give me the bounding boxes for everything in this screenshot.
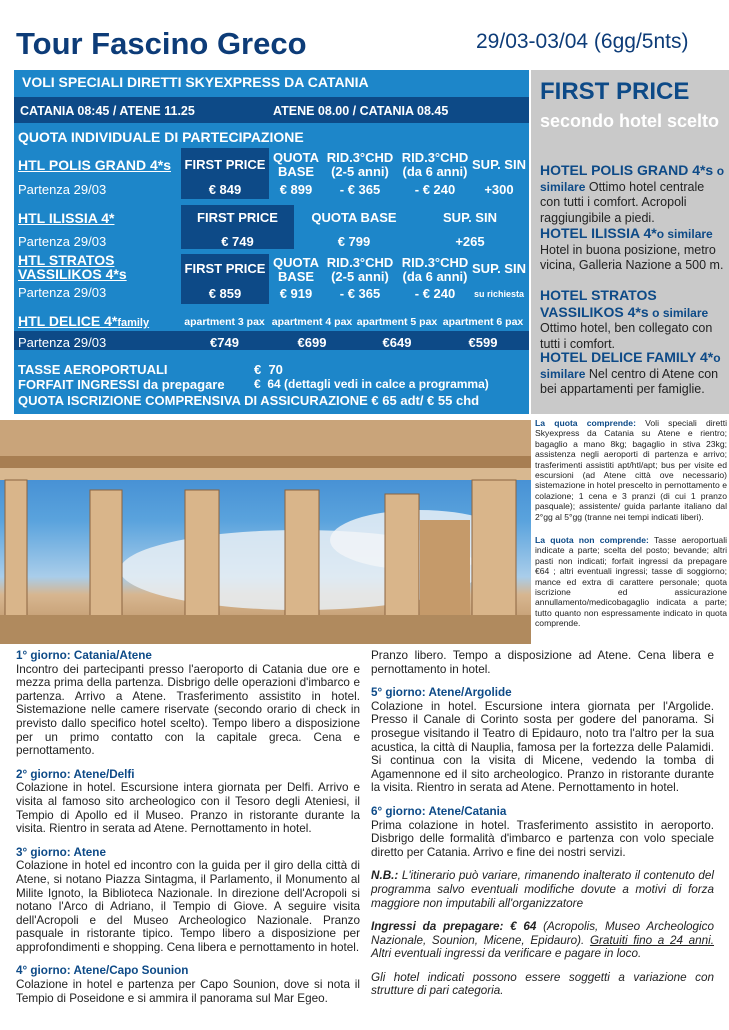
nb-label: N.B.: <box>371 869 399 883</box>
ingressi-list: (Acropolis, Museo Archeologico Nazionale, Sounion, Micene, Epidauro). <box>371 920 715 947</box>
itinerary-right <box>371 649 714 1008</box>
departure-stratos: Partenza 29/03 <box>18 285 107 300</box>
price-base: € 919 <box>279 286 313 301</box>
first-price-heading: FIRST PRICE <box>540 78 690 105</box>
hotel-name-ilissia: HTL ILISSIA 4* <box>18 210 115 226</box>
day3-text: Colazione in hotel ed incontro con la guida per il giro della città di Atene, si notano Piazza Sintagma, il Parlamento, il Monumento al Milite Ignoto, la Biblioteca Nazionale. In direzione dell'Acropoli si notano l'Arco di Adriano, il Tempio di Giove. A seguire visita dell'Acropoli e del Museo Archeologico Nazionale. Pranzo pasquale in ristorante tipico. Tempo libero a disposizione per approfondimenti e shopping. Cena libera e pernottamento in hotel. <box>16 859 360 954</box>
day2-text: Colazione in hotel. Escursione intera giornata per Delfi. Arrivo e visita al famoso sito archeologico con il Tesoro degli Ateniesi, il Tempio di Apollo ed il Museo. Pranzo in ristorante durante la visita. Rientro in serata ad Atene. Pernottamento in hotel. <box>16 781 360 836</box>
price-chd-2-5: - € 365 <box>339 182 381 197</box>
hotel-name-stratos: HTL STRATOS VASSILIKOS 4*s <box>18 252 127 282</box>
flight-return: ATENE 08.00 / CATANIA 08.45 <box>273 104 449 118</box>
day2-title: 2° giorno: Atene/Delfi <box>16 767 135 781</box>
day1-text: Incontro dei partecipanti presso l'aeroporto di Catania due ore e mezza prima della partenza. Disbrigo delle operazioni d'imbarco e partenza. Arrivo a Atene. Trasferimento assistito in hotel. Sistemazione nelle camere riservate (secondo orario di check in previsto dallo specifico hotel scelto). Tempo libero a disposizione per un primo contatto con la capitale greca. Cena e pernottamento. <box>16 662 360 758</box>
hotel-name-polis: HTL POLIS GRAND 4*s <box>18 157 171 173</box>
price-base: € 799 <box>337 234 371 249</box>
ingressi-other: Altri eventuali ingressi da verificare e pagare in loco. <box>371 947 642 961</box>
ingressi-label: Ingressi da prepagare: € 64 <box>371 920 537 934</box>
price-apt-4: €699 <box>297 335 327 350</box>
header-first-price: FIRST PRICE <box>197 210 278 225</box>
hotel-variation-note: Gli hotel indicati possono essere soggetti a variazione con strutture di pari categoria. <box>371 970 714 998</box>
itinerary-left <box>16 649 360 1015</box>
header-chd-2-5: RID.3°CHD (2-5 anni) <box>326 150 394 179</box>
day3-title: 3° giorno: Atene <box>16 845 106 859</box>
header-sup-sin: SUP. SIN <box>443 210 497 225</box>
price-first: € 859 <box>208 286 242 301</box>
ingressi-free: Gratuiti fino a 24 anni. <box>589 933 715 947</box>
tour-dates: 29/03-03/04 (6gg/5nts) <box>476 30 689 53</box>
header-apt-3: apartment 3 pax <box>184 316 265 328</box>
price-chd-2-5: - € 365 <box>339 286 381 301</box>
header-apt-4: apartment 4 pax <box>271 316 353 328</box>
price-sup-sin: su richiesta <box>473 289 525 299</box>
header-chd-2-5: RID.3°CHD (2-5 anni) <box>326 255 394 284</box>
hotel-desc-polis: HOTEL POLIS GRAND 4*s o similare Ottimo hotel centrale con tutti i comfort. Acropoli raggiungibile a piedi. <box>540 162 725 225</box>
header-quota-base: QUOTA BASE <box>273 150 319 179</box>
price-sup-sin: +265 <box>455 234 485 249</box>
day6-title: 6° giorno: Atene/Catania <box>371 804 507 818</box>
hotel-desc-ilissia: HOTEL ILISSIA 4*o similare Hotel in buona posizione, metro vicina, Galleria Nazione a 500 m. <box>540 225 724 272</box>
hotel-desc-delice: HOTEL DELICE FAMILY 4*o similare Nel centro di Atene con bei appartamenti per famiglie. <box>540 349 721 396</box>
fee-forfait-label: FORFAIT INGRESSI da prepagare <box>18 377 225 392</box>
day5-text: Colazione in hotel. Escursione intera giornata per l'Argolide. Presso il Canale di Corinto sosta per godere del panorama. Si prosegue visitando il Teatro di Epidauro, noto tra l'altro per la sua acustica, la città di Nauplia, famosa per la fortezza delle Palamidi. Si continua con la visita di Micene, vedendo la tomba di Agamennone ed il sito archeologico. Pranzo in ristorante durante la visita. Rientro in serata ad Atene. Pernottamento in hotel. <box>371 699 714 795</box>
header-chd-6: RID.3°CHD (da 6 anni) <box>401 150 469 179</box>
price-sup-sin: +300 <box>484 182 514 197</box>
quota-title: QUOTA INDIVIDUALE DI PARTECIPAZIONE <box>18 129 304 145</box>
header-chd-6: RID.3°CHD (da 6 anni) <box>401 255 469 284</box>
departure-ilissia: Partenza 29/03 <box>18 234 107 249</box>
acropolis-photo <box>0 420 531 644</box>
price-apt-5: €649 <box>382 335 412 350</box>
day5-title: 5° giorno: Atene/Argolide <box>371 686 512 700</box>
day1-title: 1° giorno: Catania/Atene <box>16 649 152 662</box>
header-apt-5: apartment 5 pax <box>356 316 438 328</box>
fee-forfait-value: € 64 (dettagli vedi in calce a programma) <box>254 377 489 391</box>
day6-text: Prima colazione in hotel. Trasferimento assistito in aeroporto. Disbrigo delle formalità d'imbarco e partenza con volo speciale diretto per Catania. Arrivo e fine dei nostri servizi. <box>371 818 714 859</box>
fee-airport-value: € 70 <box>254 362 283 377</box>
price-base: € 899 <box>279 182 313 197</box>
day4-continued: Pranzo libero. Tempo a disposizione ad Atene. Cena libera e pernottamento in hotel. <box>371 649 714 676</box>
flight-outbound: CATANIA 08:45 / ATENE 11.25 <box>20 104 195 118</box>
includes-text: La quota comprende: Voli speciali diretti Skyexpress da Catania su Atene e rientro; bagaglio a mano 8kg; bagaglio in stiva 23kg; assistenza negli aeroporti di partenza e arrivo; trasferimenti assistiti apt/htl/apt; bus per visite ed escursioni (ad Atene città ove necessario) sistemazione in hotel prescelto in pernottamento e colazione; 1 cena e 3 pranzi (di cui 1 pranzo pasquale); assistente/ guida parlante italiano dal 2°gg al 5°gg (tranne nei tempi indicati liberi). <box>535 418 727 522</box>
nb-text: L'itinerario può variare, rimanendo inalterato il contenuto del programma salvo eventuali modifiche dovute a motivi di forza maggiore non imputabili all'organizzatore <box>371 869 715 910</box>
excludes-text: La quota non comprende: Tasse aeroportuali indicate a parte; scelta del posto; bevande; altri pasti non indicati; forfait ingressi da prepagare €64 ; altri eventuali ingressi; tasse di soggiorno; mance ed extra di carattere personale; quota iscrizione ed assicurazione annullamento/medicobagaglio indicata a parte; tutto quanto non espressamente indicato in quota comprende. <box>535 535 728 629</box>
page-title: Tour Fascino Greco <box>16 26 307 61</box>
header-first-price: FIRST PRICE <box>184 157 266 172</box>
flights-banner: VOLI SPECIALI DIRETTI SKYEXPRESS DA CATANIA <box>22 74 369 90</box>
header-sup-sin: SUP. SIN <box>472 157 526 172</box>
header-quota-base: QUOTA BASE <box>273 255 319 284</box>
departure-polis: Partenza 29/03 <box>18 182 107 197</box>
header-first-price: FIRST PRICE <box>184 261 266 276</box>
price-first: € 749 <box>221 234 254 249</box>
fee-airport-label: TASSE AEROPORTUALI <box>18 362 168 377</box>
header-apt-6: apartment 6 pax <box>442 316 524 328</box>
price-first: € 849 <box>208 182 242 197</box>
hotel-desc-stratos: HOTEL STRATOS VASSILIKOS 4*s o similare Ottimo hotel, ben collegato con tutti i comfort. <box>540 287 713 351</box>
price-apt-6: €599 <box>468 335 498 350</box>
departure-delice: Partenza 29/03 <box>18 335 107 350</box>
day4-title: 4° giorno: Atene/Capo Sounion <box>16 964 189 978</box>
header-quota-base: QUOTA BASE <box>311 210 397 225</box>
price-chd-6: - € 240 <box>414 286 456 301</box>
header-sup-sin: SUP. SIN <box>472 261 526 276</box>
price-chd-6: - € 240 <box>414 182 456 197</box>
fee-enrollment: QUOTA ISCRIZIONE COMPRENSIVA DI ASSICURAZIONE € 65 adt/ € 55 chd <box>18 393 480 408</box>
second-hotel-subtitle: secondo hotel scelto <box>540 111 720 131</box>
hotel-name-delice: HTL DELICE 4*family <box>18 313 150 329</box>
price-apt-3: €749 <box>210 335 239 350</box>
day4-text: Colazione in hotel e partenza per Capo Sounion, dove si nota il Tempio di Poseidone e si ammira il panorama sul Mar Egeo. <box>16 978 360 1005</box>
